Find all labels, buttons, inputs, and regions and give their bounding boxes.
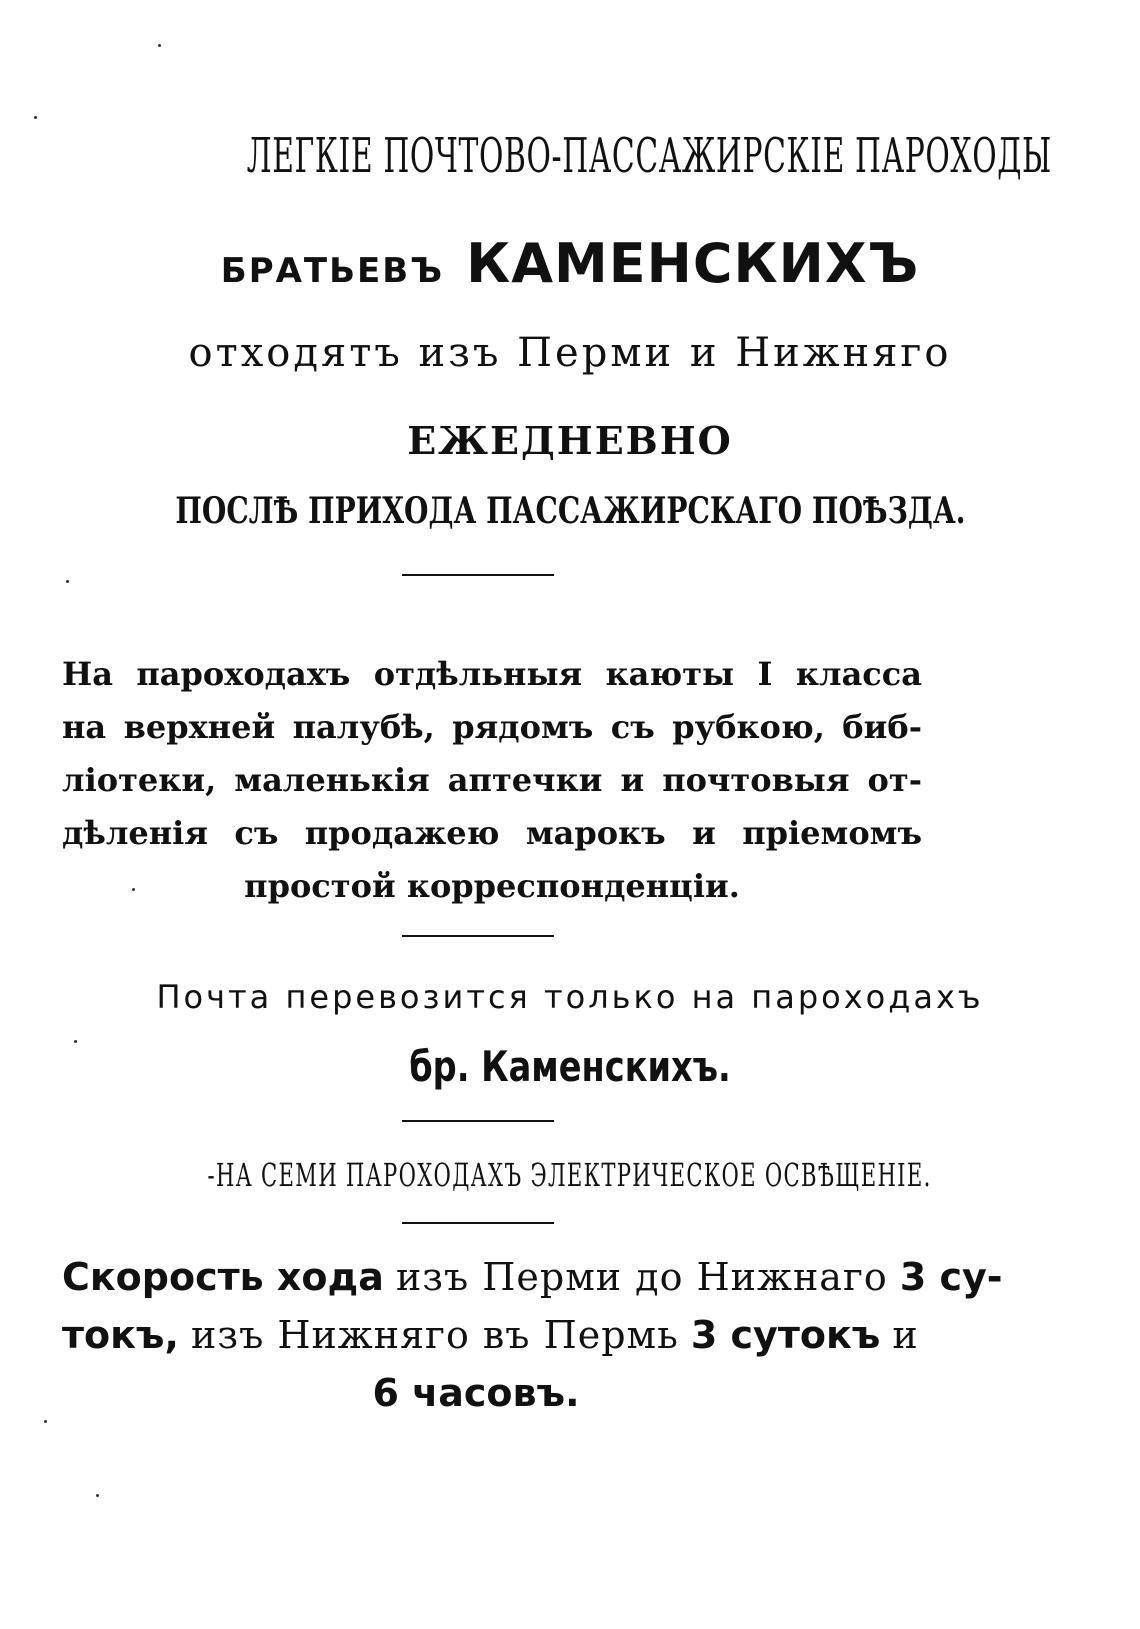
electric-lighting-text: -НА СЕМИ ПАРОХОДАХЪ ЭЛЕКТРИЧЕСКОЕ ОСВѢЩЕНІЕ. bbox=[207, 1156, 933, 1194]
divider bbox=[402, 1222, 554, 1224]
print-speck bbox=[96, 1494, 99, 1497]
speed-text: изъ Перми до Нижнаго bbox=[395, 1255, 888, 1299]
after-train-text: ПОСЛѢ ПРИХОДА ПАССАЖИРСКАГО ПОѢЗДА. bbox=[174, 490, 966, 532]
amenities-line: простой корреспонденціи. bbox=[244, 867, 740, 905]
divider bbox=[402, 935, 554, 937]
speed-paragraph bbox=[62, 1248, 1003, 1422]
amenities-line: На пароходахъ отдѣльныя каюты I класса bbox=[62, 655, 922, 693]
company-name bbox=[0, 232, 1140, 295]
print-speck bbox=[132, 888, 135, 891]
speed-line bbox=[62, 1248, 1003, 1306]
amenities-line: на верхней палубѣ, рядомъ съ рубкою, биб- bbox=[62, 708, 922, 746]
divider bbox=[402, 574, 554, 576]
print-speck bbox=[34, 116, 37, 119]
amenities-line: ліотеки, маленькія аптечки и почтовыя от- bbox=[62, 761, 922, 799]
speed-label: Скорость хода bbox=[62, 1255, 384, 1299]
speed-hours: 6 часовъ. bbox=[372, 1371, 580, 1415]
speed-days-cont: токъ, bbox=[62, 1313, 179, 1357]
mail-company-text: бр. Каменскихъ. bbox=[409, 1042, 731, 1091]
amenities-paragraph bbox=[62, 648, 922, 913]
print-speck bbox=[74, 1040, 77, 1043]
mail-line: Почта перевозится только на пароходахъ bbox=[156, 978, 984, 1016]
speed-text: изъ Нижняго въ Пермь bbox=[191, 1313, 679, 1357]
speed-and: и bbox=[892, 1313, 919, 1357]
headline bbox=[0, 128, 1140, 184]
after-train-line bbox=[0, 490, 1140, 532]
print-speck bbox=[44, 1420, 47, 1423]
divider bbox=[402, 1120, 554, 1122]
print-speck bbox=[66, 580, 69, 583]
speed-days: 3 сутокъ bbox=[690, 1313, 881, 1357]
daily-line: ЕЖЕДНЕВНО bbox=[407, 418, 733, 463]
print-speck bbox=[158, 44, 161, 47]
headline-text: ЛЕГКІЕ ПОЧТОВО-ПАССАЖИРСКІЕ ПАРОХОДЫ bbox=[246, 128, 1052, 184]
electric-lighting-line bbox=[0, 1156, 1140, 1194]
speed-line bbox=[62, 1306, 919, 1364]
speed-days: 3 су- bbox=[899, 1255, 1003, 1299]
mail-company-line bbox=[0, 1042, 1140, 1091]
brothers-word: БРАТЬЕВЪ bbox=[220, 251, 445, 291]
kamensky-name: КАМЕНСКИХЪ bbox=[466, 232, 920, 295]
departure-line: отходятъ изъ Перми и Нижняго bbox=[188, 330, 952, 376]
amenities-line: дѣленія съ продажею марокъ и пріемомъ bbox=[62, 814, 922, 852]
